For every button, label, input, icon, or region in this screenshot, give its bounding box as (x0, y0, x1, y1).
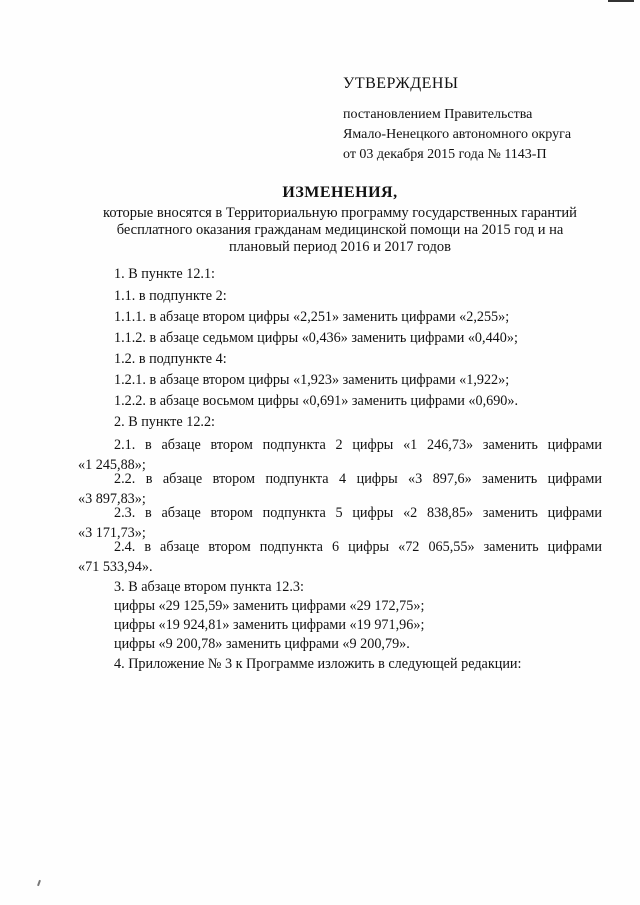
list-item: «3 171,73»; (78, 525, 146, 541)
list-item: 1.2.2. в абзаце восьмом цифры «0,691» заменить цифрами «0,690». (114, 393, 519, 409)
list-item: цифры «9 200,78» заменить цифрами «9 200,79». (114, 636, 410, 652)
list-item: 3. В абзаце втором пункта 12.3: (114, 579, 304, 595)
document-title: ИЗМЕНЕНИЯ, (282, 184, 398, 201)
document-subtitle: плановый период 2016 и 2017 годов (229, 239, 451, 255)
approval-line: от 03 декабря 2015 года № 1143-П (343, 147, 547, 162)
list-item: цифры «19 924,81» заменить цифрами «19 971,96»; (114, 617, 425, 633)
list-item: 1.2.1. в абзаце втором цифры «1,923» заменить цифрами «1,922»; (114, 372, 510, 388)
approval-block (343, 75, 633, 165)
document-subtitle: которые вносятся в Территориальную программу государственных гарантий (103, 205, 577, 221)
list-item: 2. В пункте 12.2: (114, 414, 215, 430)
list-item: 2.3. в абзаце втором подпункта 5 цифры «2 838,85» заменить цифрами (114, 505, 602, 521)
approval-line: постановлением Правительства (343, 107, 533, 122)
list-item: 1.2. в подпункте 4: (114, 351, 227, 367)
list-item: 1.1.1. в абзаце втором цифры «2,251» заменить цифрами «2,255»; (114, 309, 510, 325)
list-item: «3 897,83»; (78, 491, 146, 507)
list-item: 2.4. в абзаце втором подпункта 6 цифры «72 065,55» заменить цифрами (114, 539, 602, 555)
corner-mark (608, 0, 634, 2)
scan-mark (37, 880, 41, 886)
approval-title: УТВЕРЖДЕНЫ (343, 75, 459, 92)
list-item: 1. В пункте 12.1: (114, 266, 215, 282)
approval-line: Ямало-Ненецкого автономного округа (343, 127, 572, 142)
list-item: цифры «29 125,59» заменить цифрами «29 172,75»; (114, 598, 425, 614)
list-item: 4. Приложение № 3 к Программе изложить в следующей редакции: (114, 656, 522, 672)
list-item: 1.1.2. в абзаце седьмом цифры «0,436» заменить цифрами «0,440»; (114, 330, 518, 346)
list-item: 2.1. в абзаце втором подпункта 2 цифры «1 246,73» заменить цифрами (114, 437, 602, 453)
list-item: «1 245,88»; (78, 457, 146, 473)
list-item: «71 533,94». (78, 559, 153, 575)
document-subtitle: бесплатного оказания гражданам медицинской помощи на 2015 год и на (116, 222, 564, 238)
list-item: 2.2. в абзаце втором подпункта 4 цифры «3 897,6» заменить цифрами (114, 471, 602, 487)
list-item: 1.1. в подпункте 2: (114, 288, 227, 304)
